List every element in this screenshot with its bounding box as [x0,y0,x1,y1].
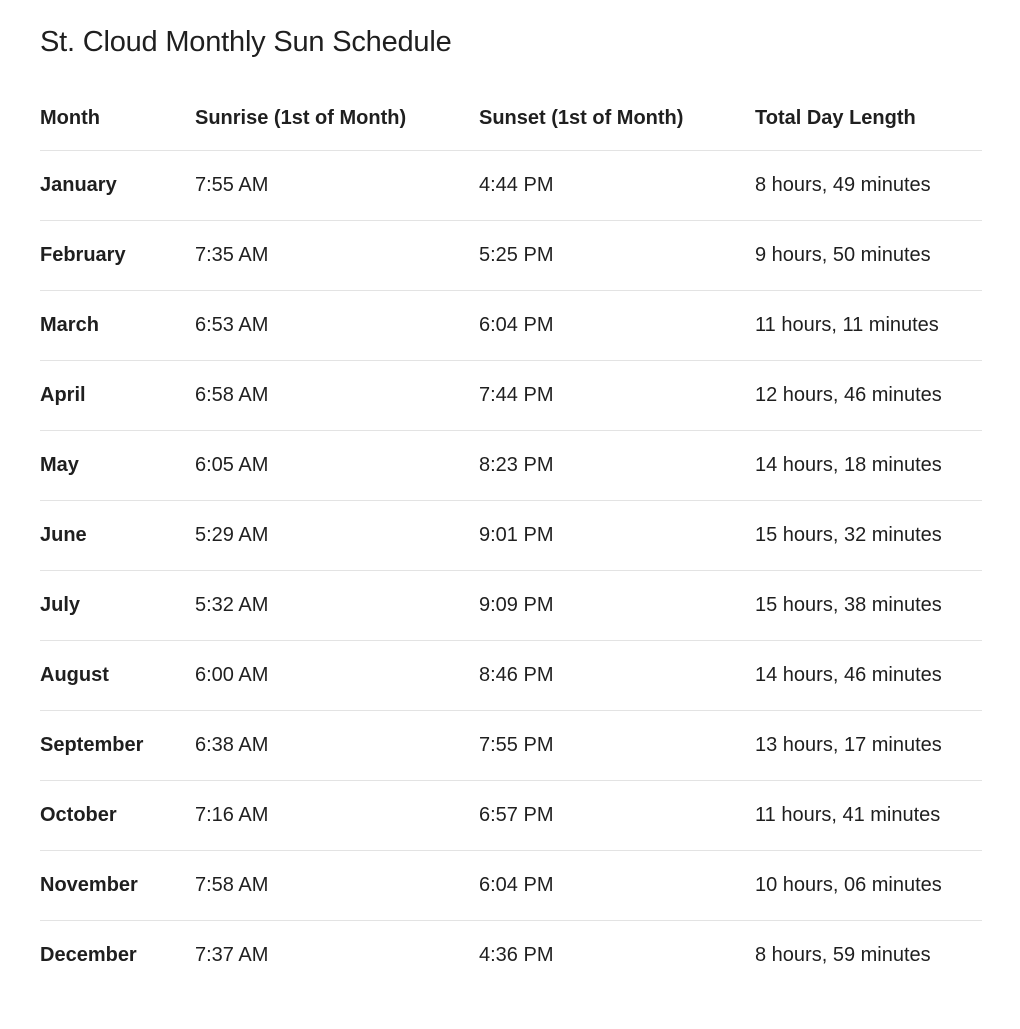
sunset-cell: 9:01 PM [479,501,755,571]
sunrise-cell: 7:35 AM [195,221,479,291]
sunset-cell: 4:44 PM [479,151,755,221]
month-cell: March [40,291,195,361]
day-length-cell: 15 hours, 32 minutes [755,501,982,571]
table-row [40,361,982,431]
table-row [40,921,982,991]
sunset-cell: 6:04 PM [479,291,755,361]
header-sunrise: Sunrise (1st of Month) [195,86,479,151]
day-length-cell: 12 hours, 46 minutes [755,361,982,431]
day-length-cell: 14 hours, 46 minutes [755,641,982,711]
header-day-length: Total Day Length [755,86,982,151]
day-length-cell: 8 hours, 49 minutes [755,151,982,221]
table-row [40,641,982,711]
month-cell: July [40,571,195,641]
sunset-cell: 9:09 PM [479,571,755,641]
day-length-cell: 10 hours, 06 minutes [755,851,982,921]
month-cell: November [40,851,195,921]
day-length-cell: 11 hours, 11 minutes [755,291,982,361]
sunrise-cell: 7:58 AM [195,851,479,921]
table-row [40,571,982,641]
header-sunset: Sunset (1st of Month) [479,86,755,151]
month-cell: September [40,711,195,781]
table-row [40,291,982,361]
table-header-row [40,86,982,151]
sunrise-cell: 5:32 AM [195,571,479,641]
sunset-cell: 7:55 PM [479,711,755,781]
sunset-cell: 8:46 PM [479,641,755,711]
sunrise-cell: 6:00 AM [195,641,479,711]
day-length-cell: 15 hours, 38 minutes [755,571,982,641]
table-row [40,151,982,221]
table-row [40,501,982,571]
sunrise-cell: 6:05 AM [195,431,479,501]
month-cell: October [40,781,195,851]
sunset-cell: 6:57 PM [479,781,755,851]
month-cell: June [40,501,195,571]
table-row [40,781,982,851]
month-cell: December [40,944,137,966]
month-cell: January [40,151,195,221]
sunset-cell: 7:44 PM [479,361,755,431]
sun-schedule-table [40,86,982,990]
sunset-cell: 6:04 PM [479,851,755,921]
month-cell: May [40,431,195,501]
table-row [40,851,982,921]
day-length-cell: 8 hours, 59 minutes [755,944,931,966]
sunset-cell: 4:36 PM [479,944,554,966]
day-length-cell: 9 hours, 50 minutes [755,221,982,291]
sunrise-cell: 6:53 AM [195,291,479,361]
table-row [40,711,982,781]
sunrise-cell: 7:55 AM [195,151,479,221]
month-cell: February [40,221,195,291]
month-cell: August [40,641,195,711]
header-month: Month [40,86,195,151]
day-length-cell: 14 hours, 18 minutes [755,431,982,501]
sunset-cell: 5:25 PM [479,221,755,291]
sunrise-cell: 6:58 AM [195,361,479,431]
table-row [40,221,982,291]
sunrise-cell: 5:29 AM [195,501,479,571]
sunrise-cell: 7:16 AM [195,781,479,851]
table-row [40,431,982,501]
sunrise-cell: 6:38 AM [195,711,479,781]
page-title: St. Cloud Monthly Sun Schedule [40,26,452,58]
sunrise-cell: 7:37 AM [195,944,269,966]
month-cell: April [40,361,195,431]
day-length-cell: 11 hours, 41 minutes [755,781,982,851]
sunset-cell: 8:23 PM [479,431,755,501]
day-length-cell: 13 hours, 17 minutes [755,711,982,781]
